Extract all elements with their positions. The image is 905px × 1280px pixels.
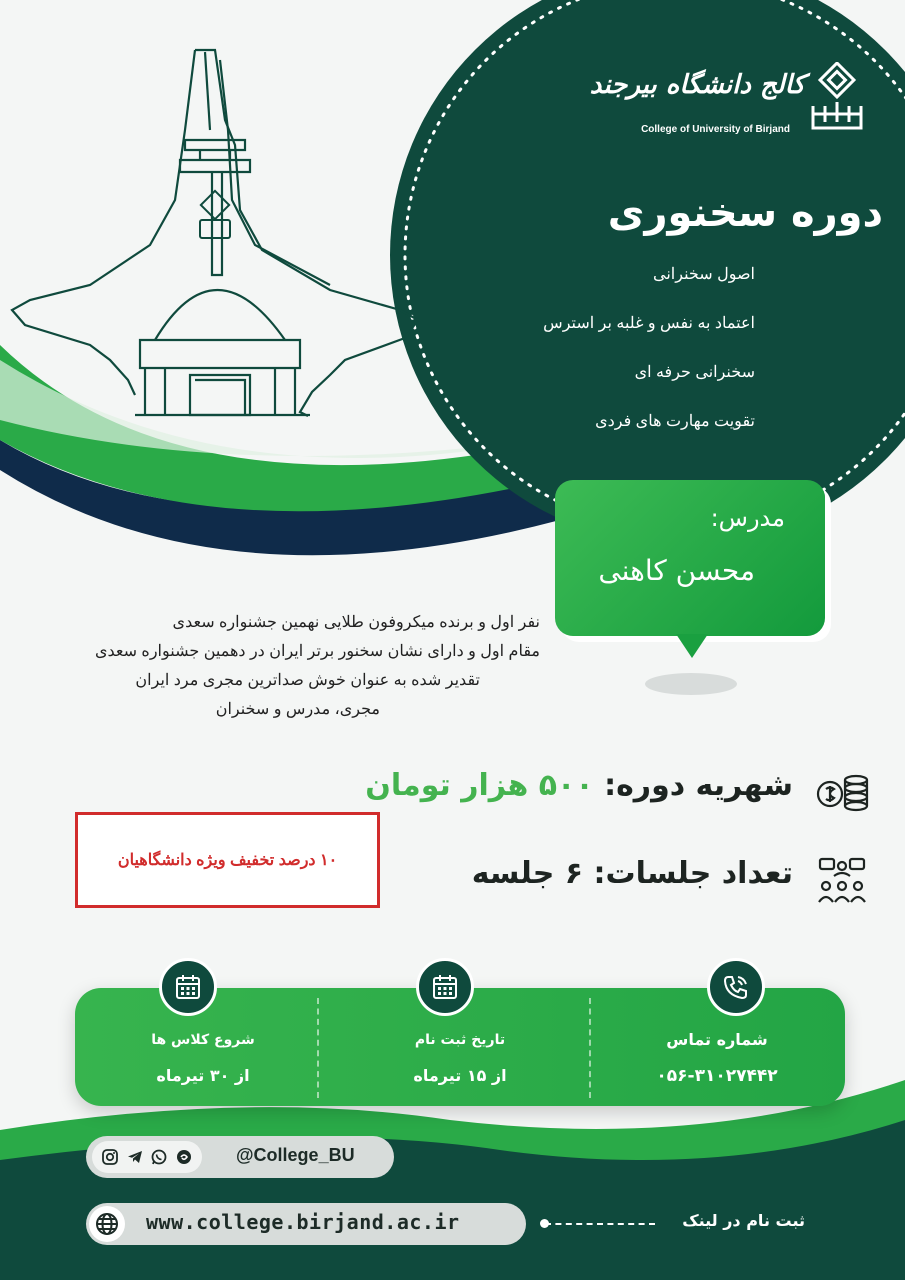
college-name-en: College of University of Birjand (641, 124, 790, 135)
bio-line: مقام اول و دارای نشان سخنور برتر ایران در دهمین جشنواره سعدی (94, 643, 540, 660)
speech-bubble-tail (676, 634, 708, 658)
instructor-bio (20, 612, 540, 728)
course-fee (365, 768, 793, 803)
social-media-bar (86, 1136, 394, 1178)
instructor-name: محسن کاهنی (598, 554, 755, 587)
logo-icon (807, 62, 867, 140)
bio-line: نفر اول و برنده میکروفون طلایی نهمین جشنواره سعدی (172, 614, 540, 631)
register-link-text: ثبت نام در لینک (682, 1211, 805, 1230)
globe-icon (89, 1206, 125, 1242)
session-count: تعداد جلسات: ۶ جلسه (471, 856, 793, 891)
eitaa-icon[interactable] (175, 1148, 193, 1166)
fee-value: ۵۰۰ هزار تومان (365, 768, 594, 803)
divider (317, 998, 319, 1098)
bubble-shadow (645, 673, 737, 695)
phone-number[interactable]: ۰۵۶-۳۱۰۲۷۴۴۲ (656, 1066, 778, 1086)
topic-item: اعتماد به نفس و غلبه بر استرس (543, 315, 755, 332)
class-start-value: از ۳۰ تیرماه (156, 1066, 250, 1085)
bio-line: مجری، مدرس و سخنران (215, 701, 380, 718)
social-handle[interactable]: @College_BU (236, 1145, 355, 1165)
topics-list (435, 264, 755, 460)
registration-label: تاریخ ثبت نام (414, 1032, 506, 1048)
monument-emblem (200, 191, 230, 238)
topic-item: اصول سخنرانی (653, 266, 755, 283)
phone-icon[interactable] (707, 958, 765, 1016)
discount-box (75, 812, 380, 908)
instagram-icon[interactable] (101, 1148, 119, 1166)
calendar-icon (159, 958, 217, 1016)
discount-text: ۱۰ درصد تخفیف ویژه دانشگاهیان (117, 852, 338, 869)
fee-label: شهریه دوره: (604, 768, 793, 803)
website-bar[interactable] (86, 1203, 526, 1245)
money-coins-icon (814, 770, 870, 814)
whatsapp-icon[interactable] (150, 1148, 168, 1166)
course-title: دوره سخنوری (607, 190, 883, 236)
class-start-label: شروع کلاس ها (151, 1032, 255, 1048)
topic-item: تقویت مهارت های فردی (595, 413, 755, 430)
bio-line: تقدیر شده به عنوان خوش صداترین مجری مرد ایران (135, 672, 480, 689)
phone-label: شماره تماس (666, 1030, 768, 1049)
meeting-people-icon (816, 856, 868, 906)
telegram-icon[interactable] (126, 1148, 144, 1166)
website-url[interactable]: www.college.birjand.ac.ir (146, 1210, 460, 1234)
register-dash-line (545, 1223, 655, 1225)
calendar-icon (416, 958, 474, 1016)
instructor-card (555, 480, 825, 636)
social-icons-group (92, 1141, 202, 1173)
college-name-fa: کالج دانشگاه بیرجند (589, 70, 805, 100)
instructor-label: مدرس: (710, 504, 785, 532)
registration-value: از ۱۵ تیرماه (413, 1066, 507, 1085)
topic-item: سخنرانی حرفه ای (634, 364, 755, 381)
monument-illustration (12, 50, 418, 416)
